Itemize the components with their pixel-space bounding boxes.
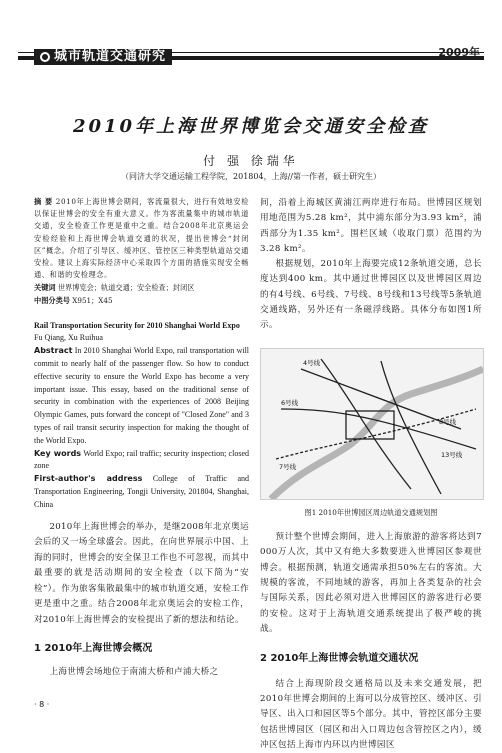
left-column: [34, 196, 249, 681]
keywords-cn-label: 关键词: [34, 283, 56, 293]
classification-text: X951；X45: [72, 296, 113, 306]
classification: [34, 295, 249, 307]
map-label-4: 7号线: [279, 462, 297, 471]
journal-brand: [34, 49, 172, 65]
english-keywords: [34, 448, 249, 474]
map-label-2: 8号线: [439, 417, 457, 426]
right-paragraph-1: 间，沿着上海城区黄浦江两岸进行布局。世博园区规划用地范围为5.28 km²，其中浦东部分为3.93 km²，浦西部分为1.35 km²。围栏区域（收取门票）范围约为3.28 km²。: [260, 198, 482, 254]
intro-paragraph: 2010年上海世博会的举办，是继2008年北京奥运会后的又一场全球盛会。因此，在向世界展示中国、上海的同时，世博会的安全保卫工作也不可忽视，而其中最重要的就是活动期间的安全检查（以下简为“安检”）。作为旅客集散最集中的城市轨道交通，安检工作更是重中之重。结合2008年北京奥运会的安检工作，对2010年上海世博会的安检提出了新的想法和结论。: [34, 521, 249, 625]
article-affiliation: （同济大学交通运输工程学院，201804，上海//第一作者，硕士研究生）: [121, 172, 381, 181]
journal-name: 城市轨道交通研究: [54, 49, 167, 64]
section-1-heading: 1 2010年上海世博会概况: [34, 643, 153, 655]
keywords-cn-text: 世界博览会；轨道交通；安全检查；封闭区: [57, 283, 195, 293]
english-abstract: [34, 345, 249, 447]
abstract-cn: [34, 196, 249, 281]
map-label-3: 13号线: [441, 450, 463, 459]
article-authors: 付 强 徐瑞华: [203, 154, 299, 168]
english-address-text: College of Traffic and Transportation Engineering, Tongji University, 201804, Shanghai, China: [34, 474, 250, 509]
english-keywords-text: World Expo; rail traffic; security inspection; closed zone: [34, 448, 249, 471]
page-number: · 8 ·: [34, 700, 50, 709]
english-authors: Fu Qiang, Xu Ruihua: [34, 333, 103, 343]
map-label-1: 6号线: [281, 398, 299, 407]
right-paragraph-2: 根据规划，2010年上海要完成12条轨道交通，总长度达到400 km。其中通过世博园区以及世博园区周边的有4号线、6号线、7号线、8号线和13号线等5条轨道交通线路，另外还有一条磁浮线路。具体分布如图1所示。: [260, 259, 482, 331]
rail-map-image: [261, 349, 483, 499]
english-title: Rail Transportation Security for 2010 Shanghai World Expo: [34, 321, 240, 331]
section-2-heading: 2 2010年上海世博会轨道交通状况: [260, 653, 419, 665]
keywords-cn: [34, 282, 249, 294]
abstract-cn-label: 摘 要: [34, 197, 53, 206]
journal-year: 2009年: [438, 46, 480, 59]
abstract-cn-text: 2010年上海世博会期间，客流量很大，进行有效地安检以保证世博会的安全有重大意义。作为客流量集中的城市轨道交通，安全检查工作更是重中之重。结合2008年北京奥运会安检经验和上海世博会轨道交通的状况，提出世博会“封闭区”概念。介绍了引导区、缓冲区、管控区三种类型轨道站交通安检。建议上海实际经济中心采取四个方面的措施实现安全畅通、和谐的安检理念。: [34, 197, 249, 280]
article-title: 2010年上海世界博览会交通安全检查: [72, 116, 430, 137]
figure-caption: 图1 2010年世博园区周边轨道交通规划图: [304, 507, 438, 517]
map-label-0: 4号线: [303, 358, 321, 367]
rail-map-figure: [260, 348, 484, 500]
journal-header: [0, 0, 502, 62]
english-keywords-label: Key words: [34, 448, 82, 458]
classification-label: 中图分类号: [34, 296, 70, 306]
right-column: [260, 196, 482, 753]
english-address-label: First-author's address: [34, 474, 143, 484]
right-paragraph-3: 预计整个世博会期间，进入上海旅游的游客将达到7 000万人次，其中又有绝大多数要进入世博园区参观世博会。根据预测，轨道交通需承担50%左右的客流。大规模的客流，不同地域的游客，再加上各类复杂的社会与国际关系，因此必须对进入世博园区的游客进行必要的安检。这对于上海轨道交通系统提出了极严峻的挑战。: [260, 532, 482, 634]
english-abstract-label: Abstract: [34, 346, 73, 356]
english-abstract-text: In 2010 Shanghai World Expo, rail transportation will commit to nearly half of the passenger flow. So how to conduct effective security to ensure the World Expo has become a very important issue. This essay, based on the traditional sense of security in combination with the experiences of 2008 Beijing Olympic Games, puts forward the concept of "Closed Zone" and 3 types of rail transit security inspection for making the thought of the World Expo.: [34, 346, 250, 445]
journal-logo-icon: [40, 52, 50, 62]
right-paragraph-4: 结合上海现阶段交通格局以及未来交通发展，把2010年世博会期间的上海可以分成管控区、缓冲区、引导区、出入口和园区等5个部分。其中，管控区部分主要包括世博园区（园区和出入口周边包含管控区之内），缓冲区包括上海市内环以内世博园区: [260, 678, 482, 750]
section-1-text: 上海世博会场地位于南浦大桥和卢浦大桥之: [49, 667, 219, 678]
english-address: [34, 473, 249, 511]
